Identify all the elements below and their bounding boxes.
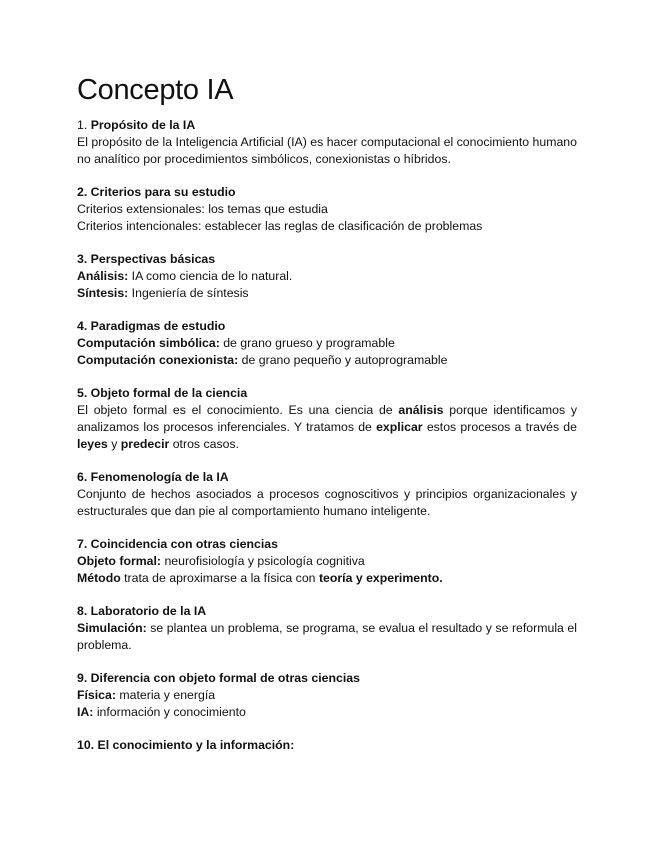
term-label: Síntesis:: [77, 286, 129, 300]
paragraph-text: porque identificamos y analizamos los procesos inferenciales. Y tratamos de: [77, 403, 577, 434]
section-1: [77, 117, 577, 168]
term-label: Simulación:: [77, 621, 147, 635]
text-line: [77, 570, 577, 587]
section-7: [77, 536, 577, 587]
section-heading: 4. Paradigmas de estudio: [77, 319, 226, 333]
text-line: [77, 335, 577, 352]
section-heading: 10. El conocimiento y la información:: [77, 738, 295, 752]
section-5: [77, 385, 577, 453]
section-number: 1.: [77, 118, 88, 132]
paragraph-text: y: [107, 437, 121, 451]
document-title: Concepto IA: [77, 74, 234, 106]
term-label: Análisis:: [77, 269, 129, 283]
section-heading: 9. Diferencia con objeto formal de otras ciencias: [77, 671, 360, 685]
term-text: se plantea un problema, se programa, se evalua el resultado y se reformula el problema.: [77, 621, 577, 652]
text-line: Criterios intencionales: establecer las reglas de clasificación de problemas: [77, 219, 483, 233]
section-heading: 5. Objeto formal de la ciencia: [77, 386, 248, 400]
text-line: [77, 268, 577, 285]
text-line: [77, 687, 577, 704]
text-line: [77, 352, 577, 369]
term-text: neurofisiología y psicología cognitiva: [161, 554, 365, 568]
term-label: Computación simbólica:: [77, 336, 220, 350]
section-8: [77, 603, 577, 654]
section-heading: 3. Perspectivas básicas: [77, 252, 216, 266]
section-3: [77, 251, 577, 302]
emphasis-text: análisis: [398, 403, 444, 417]
text-line: [77, 553, 577, 570]
term-label: Computación conexionista:: [77, 353, 239, 367]
term-label: Método: [77, 571, 121, 585]
section-paragraph: [77, 620, 577, 654]
section-6: [77, 469, 577, 520]
section-title: Propósito de la IA: [90, 118, 196, 132]
emphasis-text: leyes: [77, 437, 108, 451]
term-label: Física:: [77, 688, 116, 702]
term-text: Ingeniería de síntesis: [128, 286, 249, 300]
section-heading: 8. Laboratorio de la IA: [77, 604, 207, 618]
text-line: Criterios extensionales: los temas que estudia: [77, 202, 328, 216]
section-paragraph: [77, 402, 577, 453]
section-heading: [77, 117, 577, 134]
section-heading: 2. Criterios para su estudio: [77, 185, 236, 199]
term-label: IA:: [77, 705, 94, 719]
section-9: [77, 670, 577, 721]
emphasis-text: explicar: [376, 420, 423, 434]
term-text: materia y energía: [115, 688, 216, 702]
section-heading: 7. Coincidencia con otras ciencias: [77, 537, 278, 551]
document-body: [77, 117, 577, 770]
paragraph-text: El objeto formal es el conocimiento. Es una ciencia de: [77, 403, 399, 417]
section-2: [77, 184, 577, 235]
section-4: [77, 318, 577, 369]
section-heading: 6. Fenomenología de la IA: [77, 470, 229, 484]
emphasis-text: predecir: [120, 437, 170, 451]
term-text: de grano grueso y programable: [219, 336, 395, 350]
section-paragraph: Conjunto de hechos asociados a procesos cognoscitivos y principios organizacionales y estructurales que dan pie al comportamiento humano inteligente.: [77, 487, 577, 518]
section-paragraph: El propósito de la Inteligencia Artificial (IA) es hacer computacional el conocimiento humano no analítico por procedimientos simbólicos, conexionistas o híbridos.: [77, 135, 577, 166]
paragraph-text: estos procesos a través de: [422, 420, 577, 434]
section-10: [77, 737, 577, 754]
term-text: información y conocimiento: [93, 705, 246, 719]
text-line: [77, 285, 577, 302]
term-label: Objeto formal:: [77, 554, 162, 568]
term-text: de grano pequeño y autoprogramable: [238, 353, 448, 367]
emphasis-text: teoría y experimento.: [318, 571, 443, 585]
paragraph-text: otros casos.: [169, 437, 240, 451]
term-text: trata de aproximarse a la física con: [120, 571, 319, 585]
term-text: IA como ciencia de lo natural.: [128, 269, 293, 283]
text-line: [77, 704, 577, 721]
